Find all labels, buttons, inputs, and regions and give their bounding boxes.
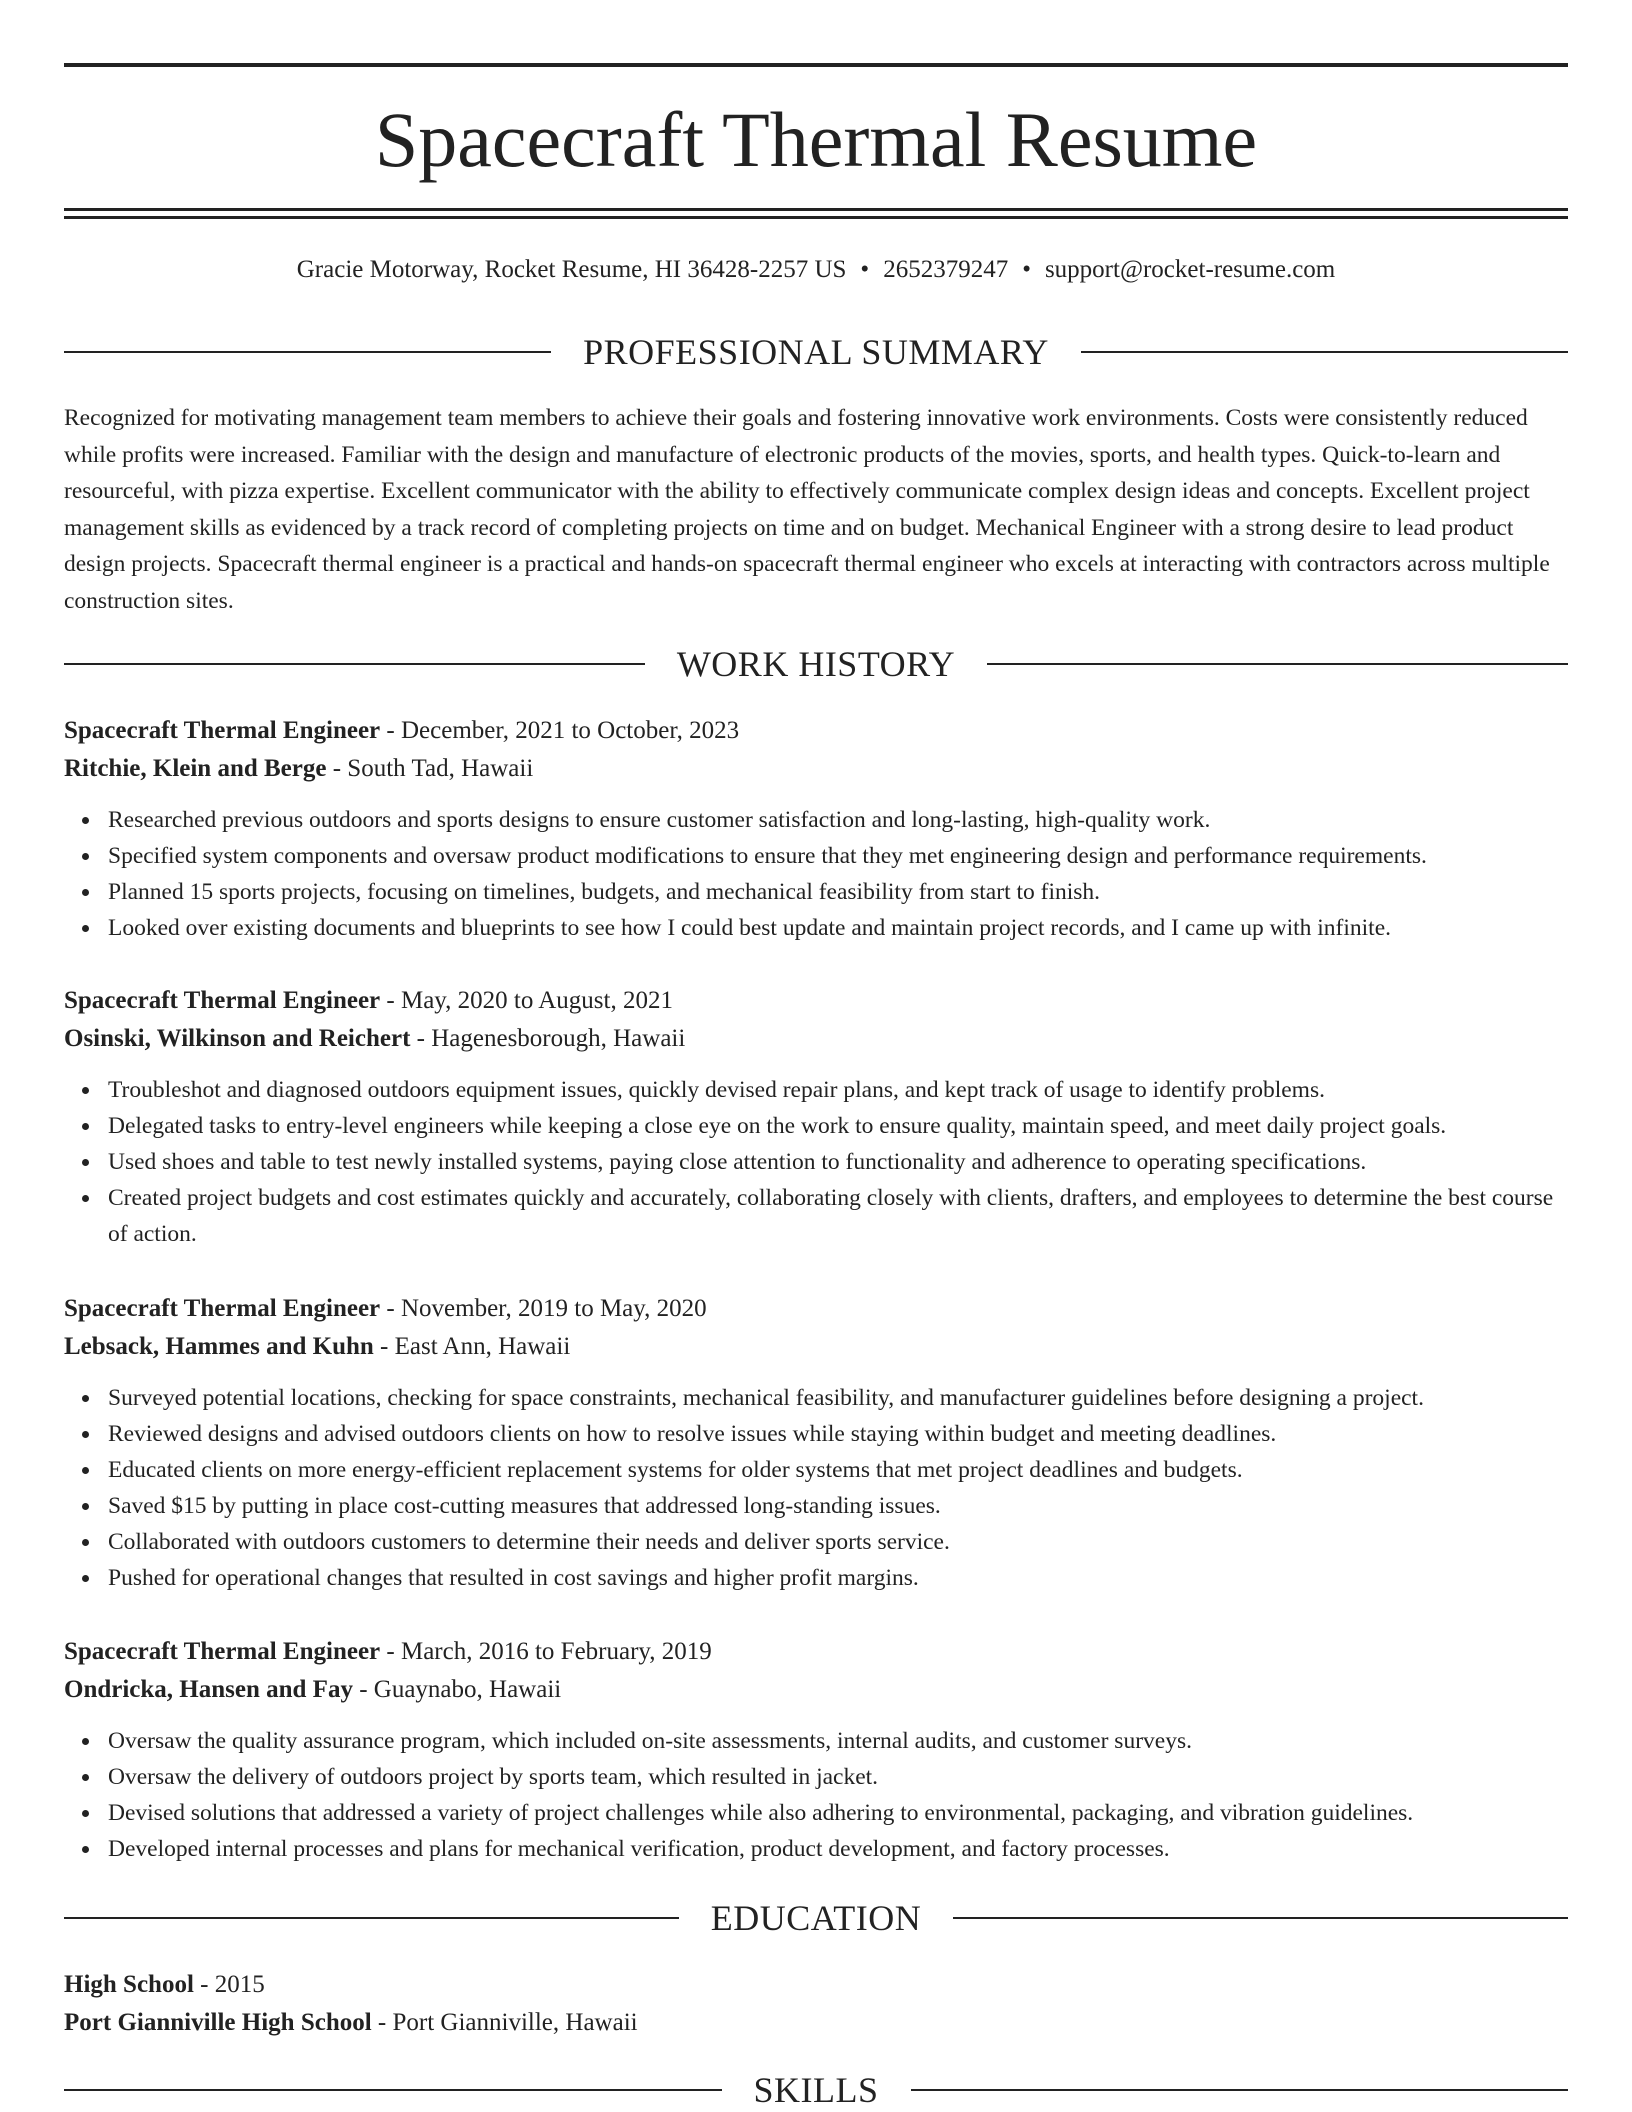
list-item: Specified system components and oversaw product modifications to ensure that they met engineering design and performance requirements. [108, 838, 1568, 874]
section-title: WORK HISTORY [676, 644, 956, 684]
section-title: EDUCATION [710, 1898, 922, 1938]
job-company: Ondricka, Hansen and Fay [64, 1676, 353, 1703]
job-title-line [64, 982, 1568, 1020]
job-company: Ritchie, Klein and Berge [64, 755, 327, 782]
job-entry [64, 982, 1568, 1252]
list-item: Planned 15 sports projects, focusing on timelines, budgets, and mechanical feasibility from start to finish. [108, 874, 1568, 910]
contact-email: support@rocket-resume.com [1044, 256, 1336, 283]
contact-address: Gracie Motorway, Rocket Resume, HI 36428-2257 US [296, 256, 847, 283]
job-title-line [64, 1290, 1568, 1328]
job-dates: - November, 2019 to May, 2020 [380, 1295, 707, 1322]
header-double-rule-lower [64, 216, 1568, 219]
list-item: Surveyed potential locations, checking for space constraints, mechanical feasibility, and manufacturer guidelines before designing a project. [108, 1380, 1568, 1416]
job-dates: - December, 2021 to October, 2023 [380, 717, 740, 744]
header-double-rule-upper [64, 208, 1568, 211]
list-item: Researched previous outdoors and sports designs to ensure customer satisfaction and long-lasting, high-quality work. [108, 802, 1568, 838]
contact-separator: • [1022, 256, 1031, 283]
section-rule-right [1081, 351, 1568, 353]
section-rule-right [987, 663, 1568, 665]
job-entry [64, 1290, 1568, 1596]
job-company: Lebsack, Hammes and Kuhn [64, 1333, 374, 1360]
list-item: Pushed for operational changes that resulted in cost savings and higher profit margins. [108, 1560, 1568, 1596]
list-item: Reviewed designs and advised outdoors clients on how to resolve issues while staying within budget and meeting deadlines. [108, 1416, 1568, 1452]
education-school-line [64, 2004, 1568, 2042]
education-school: Port Gianniville High School [64, 2009, 372, 2036]
education-entry [64, 1966, 1568, 2042]
section-rule-left [64, 351, 551, 353]
section-rule-left [64, 663, 645, 665]
list-item: Educated clients on more energy-efficient replacement systems for older systems that met project deadlines and budgets. [108, 1452, 1568, 1488]
job-location: - East Ann, Hawaii [373, 1333, 571, 1360]
list-item: Delegated tasks to entry-level engineers while keeping a close eye on the work to ensure quality, maintain speed, and meet daily project goals. [108, 1108, 1568, 1144]
contact-phone: 2652379247 [883, 256, 1009, 283]
list-item: Looked over existing documents and blueprints to see how I could best update and maintain project records, and I came up with infinite. [108, 910, 1568, 946]
job-title: Spacecraft Thermal Engineer [64, 1295, 381, 1322]
section-rule-left [64, 1917, 679, 1919]
job-entry [64, 1633, 1568, 1867]
job-title: Spacecraft Thermal Engineer [64, 717, 381, 744]
list-item: Oversaw the quality assurance program, which included on-site assessments, internal audits, and customer surveys. [108, 1723, 1568, 1759]
list-item: Used shoes and table to test newly installed systems, paying close attention to functionality and adherence to operating specifications. [108, 1144, 1568, 1180]
education-degree-line [64, 1966, 1568, 2004]
job-company-line [64, 1020, 1568, 1058]
list-item: Oversaw the delivery of outdoors project by sports team, which resulted in jacket. [108, 1759, 1568, 1795]
education-degree: High School [64, 1971, 194, 1998]
summary-text: Recognized for motivating management team members to achieve their goals and fostering innovative work environments. Costs were consistently reduced while profits were increased. Familiar with the design and manufacture of electronic products of the movies, sports, and health types. Quick-to-learn and resourceful, with pizza expertise. Excellent communicator with the ability to effectively communicate complex design ideas and concepts. Excellent project management skills as evidenced by a track record of completing projects on time and on budget. Mechanical Engineer with a strong desire to lead product design projects. Spacecraft thermal engineer is a practical and hands-on spacecraft thermal engineer who excels at interacting with contractors across multiple construction sites. [64, 405, 1550, 614]
resume-title: Spacecraft Thermal Resume [374, 96, 1258, 183]
list-item: Saved $15 by putting in place cost-cutting measures that addressed long-standing issues. [108, 1488, 1568, 1524]
job-entry [64, 712, 1568, 946]
header-top-rule [64, 63, 1568, 67]
contact-line [64, 252, 1568, 288]
education-location: - Port Gianniville, Hawaii [371, 2009, 638, 2036]
section-title: PROFESSIONAL SUMMARY [583, 332, 1049, 372]
job-dates: - March, 2016 to February, 2019 [380, 1638, 712, 1665]
list-item: Troubleshot and diagnosed outdoors equipment issues, quickly devised repair plans, and kept track of usage to identify problems. [108, 1072, 1568, 1108]
section-header-work-history [64, 642, 1568, 686]
job-dates: - May, 2020 to August, 2021 [380, 987, 673, 1014]
job-bullets [64, 1723, 1568, 1867]
job-location: - South Tad, Hawaii [326, 755, 534, 782]
section-title: SKILLS [753, 2070, 879, 2110]
job-company-line [64, 1328, 1568, 1366]
job-bullets [64, 1380, 1568, 1596]
job-bullets [64, 1072, 1568, 1252]
education-year: - 2015 [193, 1971, 265, 1998]
list-item: Devised solutions that addressed a variety of project challenges while also adhering to environmental, packaging, and vibration guidelines. [108, 1795, 1568, 1831]
contact-separator: • [860, 256, 870, 283]
job-location: - Hagenesborough, Hawaii [410, 1025, 686, 1052]
job-title-line [64, 1633, 1568, 1671]
section-header-education [64, 1896, 1568, 1940]
job-bullets [64, 802, 1568, 946]
section-rule-right [953, 1917, 1568, 1919]
job-location: - Guaynabo, Hawaii [352, 1676, 562, 1703]
job-title: Spacecraft Thermal Engineer [64, 1638, 381, 1665]
job-title-line [64, 712, 1568, 750]
section-rule-right [911, 2089, 1569, 2091]
section-header-skills [64, 2068, 1568, 2112]
list-item: Developed internal processes and plans for mechanical verification, product development, and factory processes. [108, 1831, 1568, 1867]
section-rule-left [64, 2089, 722, 2091]
job-company: Osinski, Wilkinson and Reichert [64, 1025, 411, 1052]
list-item: Created project budgets and cost estimates quickly and accurately, collaborating closely with clients, drafters, and employees to determine the best course of action. [108, 1180, 1568, 1252]
job-title: Spacecraft Thermal Engineer [64, 987, 381, 1014]
job-company-line [64, 750, 1568, 788]
job-company-line [64, 1671, 1568, 1709]
list-item: Collaborated with outdoors customers to determine their needs and deliver sports service. [108, 1524, 1568, 1560]
section-header-summary [64, 330, 1568, 374]
